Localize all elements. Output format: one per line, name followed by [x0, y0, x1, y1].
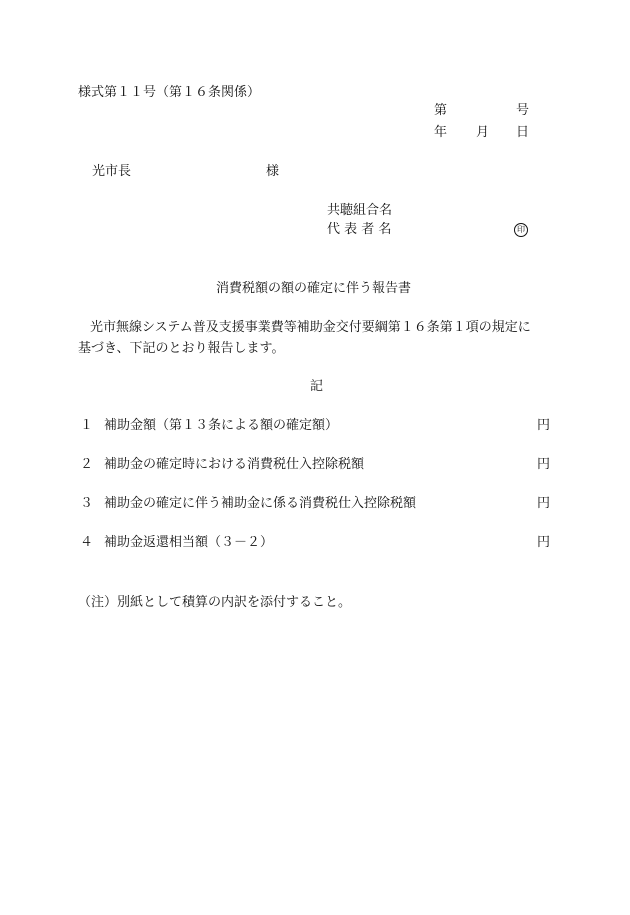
- document-number-prefix: 第: [434, 103, 448, 118]
- item-text: 補助金の確定時における消費税仕入控除税額: [104, 457, 365, 472]
- body-text-line-1: 光市無線システム普及支援事業費等補助金交付要綱第１６条第１項の規定に: [90, 320, 531, 335]
- item-number: ２: [80, 457, 94, 472]
- item-unit: 円: [537, 535, 551, 550]
- item-text: 補助金額（第１３条による額の確定額）: [104, 418, 339, 433]
- representative-name-label: 代 表 者 名: [327, 222, 392, 237]
- item-text: 補助金の確定に伴う補助金に係る消費税仕入控除税額: [104, 496, 417, 511]
- form-label: 様式第１１号（第１６条関係）: [78, 85, 261, 100]
- date-day-label: 日: [516, 125, 530, 140]
- item-unit: 円: [537, 496, 551, 511]
- list-item: [0, 419, 630, 435]
- ki-heading: 記: [310, 379, 324, 394]
- list-item: [0, 497, 630, 513]
- item-number: ４: [80, 535, 94, 550]
- seal-icon: 印: [514, 223, 528, 237]
- seal-mark: [514, 222, 528, 237]
- item-unit: 円: [537, 457, 551, 472]
- document-title: 消費税額の額の確定に伴う報告書: [216, 281, 412, 296]
- list-item: [0, 458, 630, 474]
- date-month-label: 月: [476, 125, 490, 140]
- item-unit: 円: [537, 418, 551, 433]
- body-text-line-2: 基づき、下記のとおり報告します。: [78, 341, 285, 356]
- list-item: [0, 536, 630, 552]
- addressee-name: 光市長: [92, 164, 132, 179]
- addressee-honorific: 様: [266, 164, 280, 179]
- footnote: （注）別紙として積算の内訳を添付すること。: [78, 595, 352, 610]
- association-name-label: 共聴組合名: [327, 203, 393, 218]
- item-number: ３: [80, 496, 94, 511]
- item-number: １: [80, 418, 94, 433]
- date-year-label: 年: [434, 125, 448, 140]
- item-text: 補助金返還相当額（３－２）: [104, 535, 274, 550]
- document-number-suffix: 号: [516, 103, 530, 118]
